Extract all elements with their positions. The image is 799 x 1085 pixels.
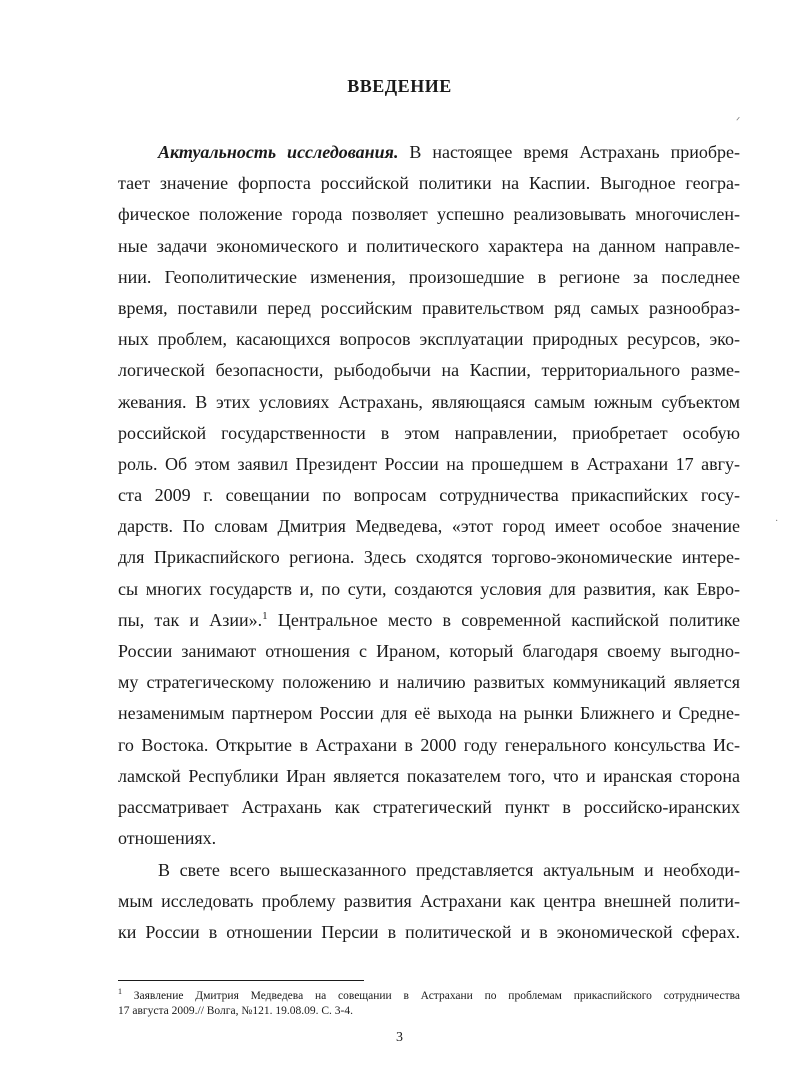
text-line: сы многих государств и, по сути, создаются условия для развития, как Евро-	[118, 578, 740, 599]
text-line: ных проблем, касающихся вопросов эксплуатации природных ресурсов, эко-	[118, 329, 740, 350]
text-line: ста 2009 г. совещании по вопросам сотрудничества прикаспийских госу-	[118, 485, 740, 506]
text-line: фическое положение города позволяет успешно реализовывать многочислен-	[118, 204, 740, 225]
text-line: жевания. В этих условиях Астрахань, являющаяся самым южным субъектом	[118, 391, 740, 412]
footnote-line: $^1$ Заявление Дмитрия Медведева на совещании в Астрахани по проблемам прикаспийского сотрудничества	[118, 987, 740, 1002]
text-line: нии. Геополитические изменения, произошедшие в регионе за последнее	[118, 266, 740, 287]
text-line: му стратегическому положению и наличию развитых коммуникаций является	[118, 672, 740, 693]
text-line: ные задачи экономического и политического характера на данном направле-	[118, 235, 740, 256]
text-line: мым исследовать проблему развития Астрахани как центра внешней полити-	[118, 891, 740, 912]
footnote	[118, 989, 740, 1019]
text-line: роль. Об этом заявил Президент России на прошедшем в Астрахани 17 авгу-	[118, 453, 740, 474]
text-line: Актуальность исследования. В настоящее время Астрахань приобре-	[158, 142, 741, 162]
text-line: российской государственности в этом направлении, приобретает особую	[118, 422, 740, 443]
footnote-divider	[118, 980, 364, 981]
paragraph-relevance	[118, 137, 740, 854]
text-line: логической безопасности, рыбодобычи на Каспии, территориального разме-	[118, 360, 740, 381]
text-line: отношениях.	[118, 828, 217, 849]
scan-mark: ᐟ	[736, 116, 741, 127]
text-line: время, поставили перед российским правительством ряд самых разнообраз-	[118, 297, 740, 318]
text-line: пы, так и Азии».$^1$ Центральное место в современной каспийской политике	[118, 609, 740, 630]
text-line: В свете всего вышесказанного представляется актуальным и необходи-	[158, 860, 740, 880]
text-line: России занимают отношения с Ираном, который благодаря своему выгодно-	[118, 641, 740, 661]
footnote-reference[interactable]: 1	[262, 609, 268, 622]
page-number: 3	[396, 1030, 403, 1045]
text-line: рассматривает Астрахань как стратегический пункт в российско-иранских	[118, 796, 740, 817]
text-line: го Востока. Открытие в Астрахани в 2000 году генерального консульства Ис-	[118, 734, 740, 755]
text-line: ки России в отношении Персии в политической и в экономической сферах.	[118, 922, 740, 943]
scan-mark: ·	[775, 516, 779, 527]
text-line: дарств. По словам Дмитрия Медведева, «этот город имеет особое значение	[118, 516, 740, 537]
footnote-line: 17 августа 2009.// Волга, №121. 19.08.09. С. 3-4.	[118, 1005, 353, 1017]
paragraph-conclusion	[118, 855, 740, 949]
lead-phrase: Актуальность исследования.	[158, 142, 399, 162]
page-title: ВВЕДЕНИЕ	[347, 76, 452, 96]
text-line: незаменимым партнером России для её выхода на рынки Ближнего и Средне-	[118, 703, 740, 724]
text-line: для Прикаспийского региона. Здесь сходятся торгово-экономические интере-	[118, 547, 740, 568]
footnote-marker: 1	[118, 987, 122, 997]
text-line: ламской Республики Иран является показателем того, что и иранская сторона	[118, 765, 740, 786]
text-line: тает значение форпоста российской политики на Каспии. Выгодное геогра-	[118, 173, 740, 194]
